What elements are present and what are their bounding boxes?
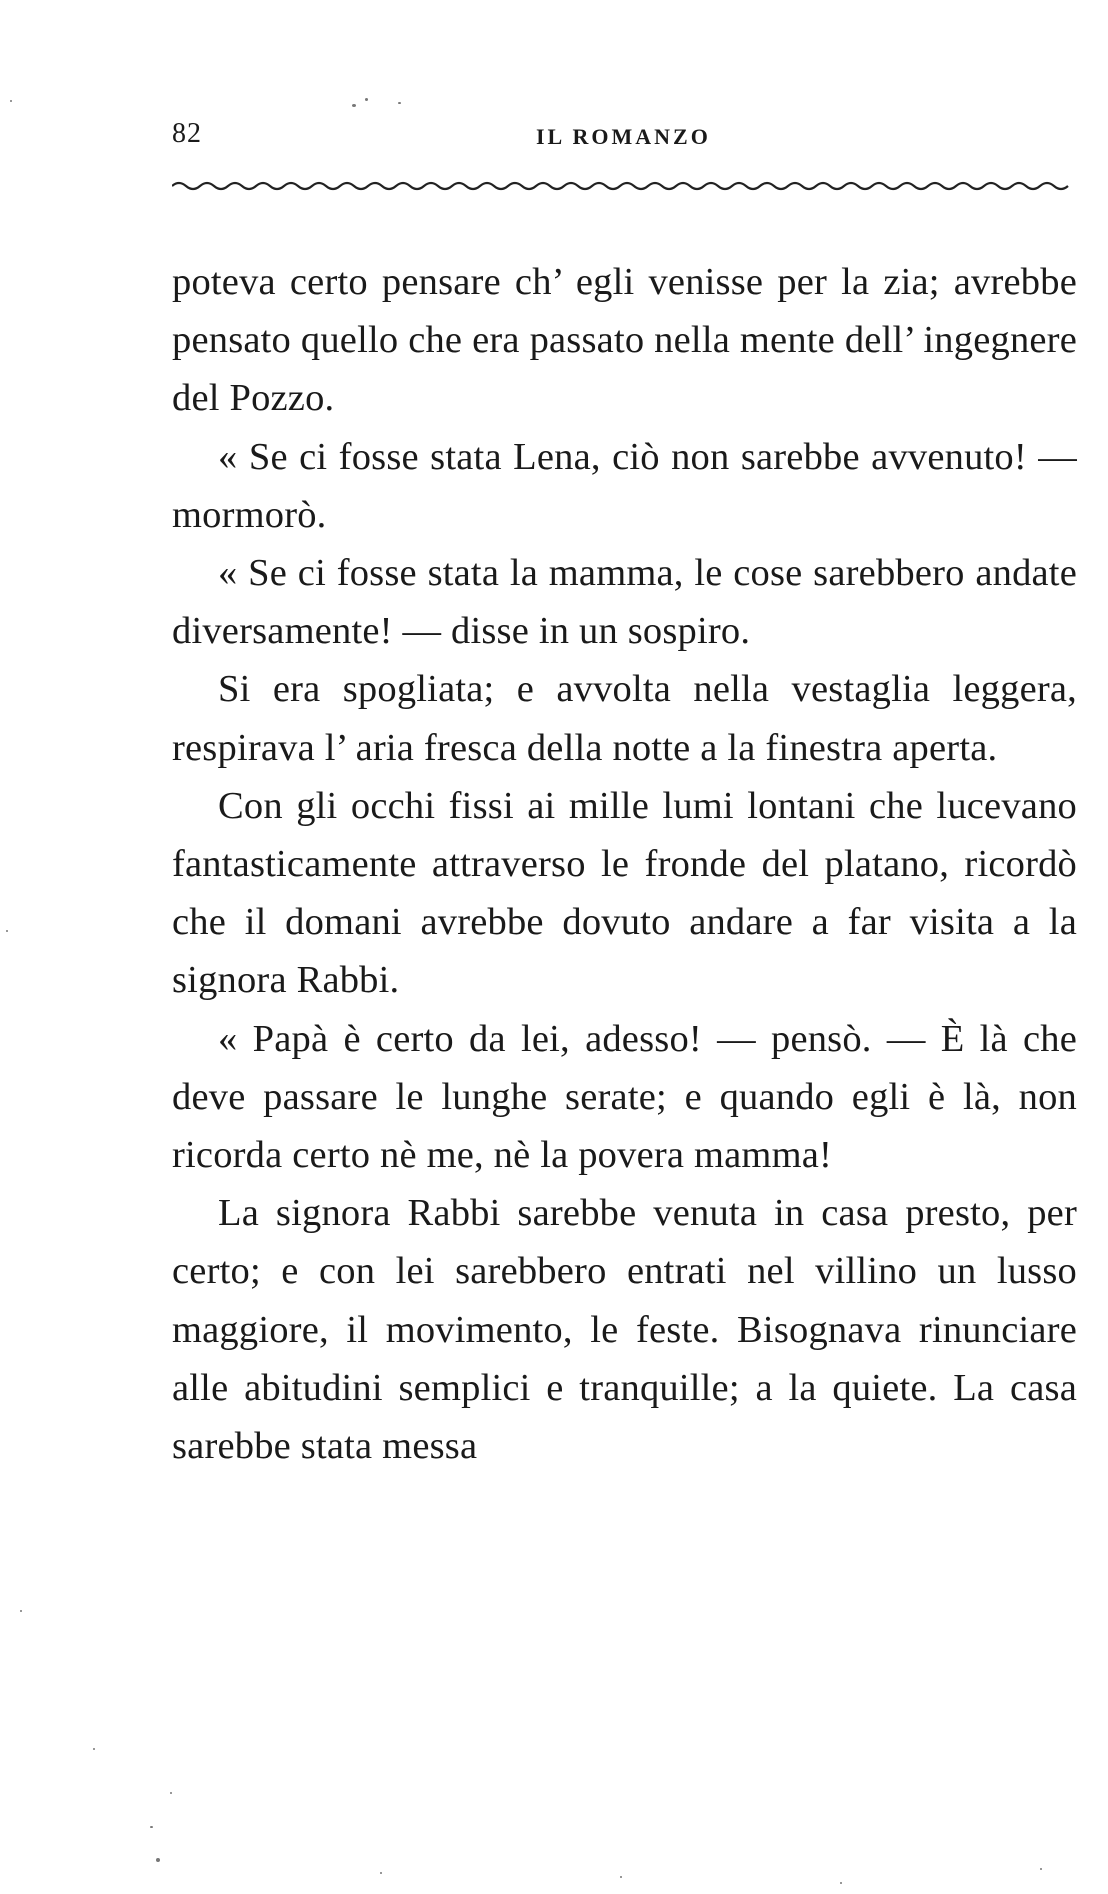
paragraph: Si era spogliata; e avvolta nella vestaglia leggera, respirava l’ aria fresca della notte a la finestra aperta. [172,668,1077,769]
scan-speck [365,98,368,101]
scan-speck [20,1610,22,1612]
paragraph: « Papà è certo da lei, adesso! — pensò. — È là che deve passare le lunghe serate; e quando egli è là, non ricorda certo nè me, nè la povera mamma! [172,1017,1077,1177]
scan-speck [352,104,356,107]
running-head [172,118,1072,158]
paragraph: « Se ci fosse stata Lena, ciò non sarebbe avvenuto! — mormorò. [172,435,1077,536]
scan-speck [1040,1868,1042,1870]
scan-speck [620,1876,622,1878]
wavy-rule-ornament [172,176,1072,196]
page-number: 82 [172,118,202,149]
paragraph: La signora Rabbi sarebbe venuta in casa presto, per certo; e con lei sarebbero entrati nel villino un lusso maggiore, il movimento, le feste. Bisognava rinunciare alle abitudini semplici e tranquille; a la quiete. La casa sarebbe stata messa [172,1192,1077,1468]
scan-speck [6,930,8,932]
paragraph: poteva certo pensare ch’ egli venisse per la zia; avrebbe pensato quello che era passato nella mente dell’ ingegnere del Pozzo. [172,261,1077,420]
scan-speck [156,1858,160,1862]
scan-speck [93,1748,95,1750]
scan-speck [380,1872,382,1874]
running-title: IL ROMANZO [536,124,711,149]
paragraph: Con gli occhi fissi ai mille lumi lontani che lucevano fantasticamente attraverso le fronde del platano, ricordò che il domani avrebbe dovuto andare a far visita a la signora Rabbi. [172,784,1077,1002]
scan-speck [150,1826,153,1828]
paragraph: « Se ci fosse stata la mamma, le cose sarebbero andate diversamente! — disse in un sospiro. [172,552,1077,653]
scan-speck [398,102,401,104]
body-text [172,253,1077,1475]
scan-speck [170,1792,172,1794]
scan-speck [840,1882,842,1884]
scan-speck [10,100,12,102]
